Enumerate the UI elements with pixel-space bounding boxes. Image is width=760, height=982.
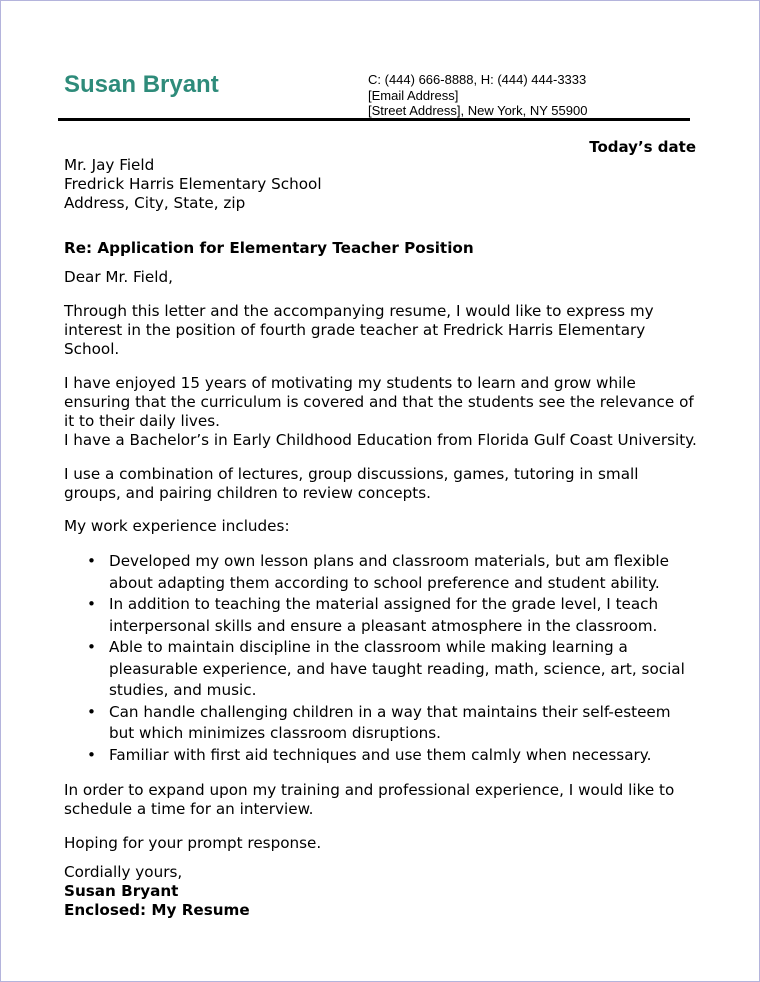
signature-block xyxy=(64,863,700,920)
salutation: Dear Mr. Field, xyxy=(64,268,173,286)
sender-address: [Street Address], New York, NY 55900 xyxy=(368,103,588,118)
list-item-text: Able to maintain discipline in the classroom while making learning a pleasurable experience, and have taught reading, math, science, art, social studies, and music. xyxy=(109,638,685,699)
sender-email: [Email Address] xyxy=(368,87,459,103)
valediction: Cordially yours, xyxy=(64,863,183,881)
bullet-icon: • xyxy=(87,552,96,570)
list-item-text: Familiar with first aid techniques and use them calmly when necessary. xyxy=(109,745,652,764)
bullet-icon: • xyxy=(87,595,96,613)
sender-name: Susan Bryant xyxy=(64,71,219,98)
list-item xyxy=(87,637,700,702)
recipient-organization: Fredrick Harris Elementary School xyxy=(64,175,322,193)
paragraph-methods: I use a combination of lectures, group discussions, games, tutoring in small groups, and pairing children to review concepts. xyxy=(64,465,639,502)
letterhead-divider xyxy=(58,118,690,121)
bullet-icon: • xyxy=(87,745,96,764)
paragraph-education-text: I have a Bachelor’s in Early Childhood Education from Florida Gulf Coast University. xyxy=(64,431,697,449)
recipient-address: Address, City, State, zip xyxy=(64,194,246,212)
recipient-block xyxy=(64,156,700,213)
bullet-icon: • xyxy=(87,702,96,721)
sender-phone: C: (444) 666-8888, H: (444) 444-3333 xyxy=(368,72,587,87)
list-item-text: In addition to teaching the material assigned for the grade level, I teach interpersonal skills and ensure a pleasant atmosphere in the classroom. xyxy=(109,595,659,635)
paragraph-experience-years xyxy=(64,374,700,450)
experience-list xyxy=(64,551,700,766)
letterhead xyxy=(58,0,690,122)
bullet-icon: • xyxy=(87,638,96,656)
sender-contact xyxy=(368,72,587,119)
list-item-text: Can handle challenging children in a way that maintains their self-esteem but which minimizes classroom disruptions. xyxy=(109,702,671,742)
letter-body xyxy=(64,156,700,920)
paragraph-closing: In order to expand upon my training and professional experience, I would like to schedule a time for an interview. xyxy=(64,781,675,818)
list-item xyxy=(87,702,700,745)
paragraph-hope: Hoping for your prompt response. xyxy=(64,834,322,852)
paragraph-intro: Through this letter and the accompanying resume, I would like to express my interest in the position of fourth grade teacher at Fredrick Harris Elementary School. xyxy=(64,302,654,358)
recipient-name: Mr. Jay Field xyxy=(64,156,155,174)
experience-intro: My work experience includes: xyxy=(64,517,290,535)
subject-line: Re: Application for Elementary Teacher Position xyxy=(64,239,474,257)
list-item-text: Developed my own lesson plans and classroom materials, but am flexible about adapting them according to school preference and student ability. xyxy=(109,552,669,592)
list-item xyxy=(87,551,700,594)
paragraph-experience-years-text: I have enjoyed 15 years of motivating my students to learn and grow while ensuring that the curriculum is covered and that the students see the relevance of it to their daily lives. xyxy=(64,374,694,430)
enclosure-line: Enclosed: My Resume xyxy=(64,901,250,919)
list-item xyxy=(87,594,700,637)
list-item xyxy=(87,745,700,767)
signature-name: Susan Bryant xyxy=(64,882,179,900)
letter-date: Today’s date xyxy=(589,138,696,156)
